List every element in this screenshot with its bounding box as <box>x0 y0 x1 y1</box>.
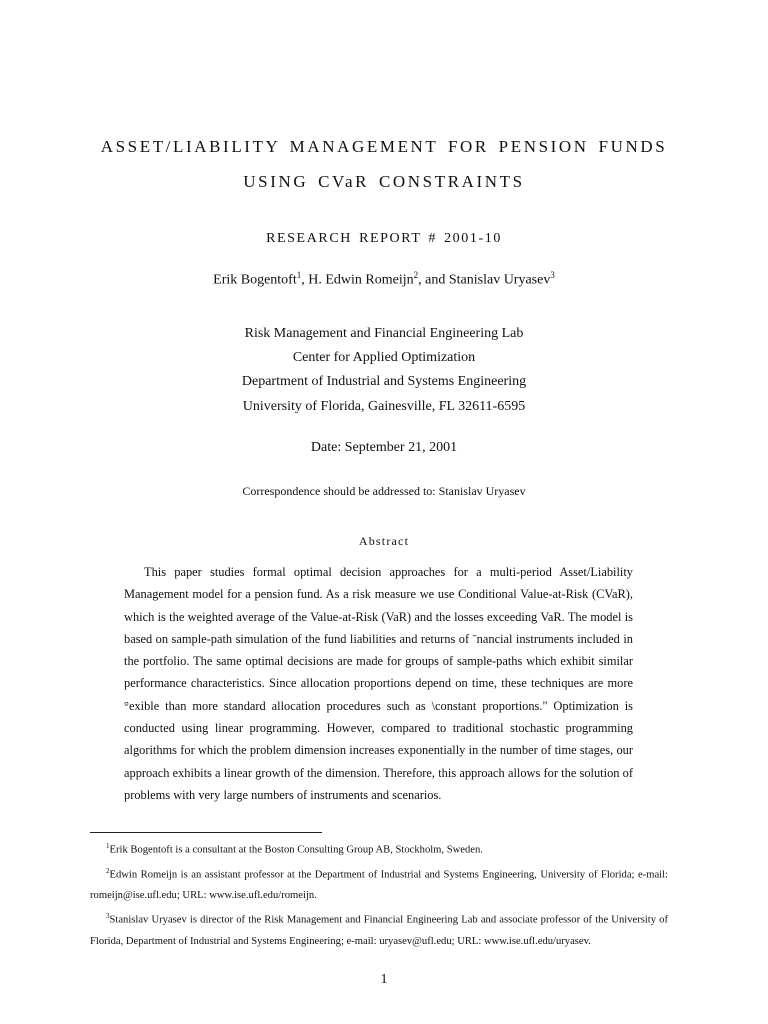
report-number: RESEARCH REPORT # 2001-10 <box>266 231 502 246</box>
author-separator: , and <box>418 272 449 288</box>
page-number: 1 <box>380 972 388 987</box>
correspondence-note: Correspondence should be addressed to: Stanislav Uryasev <box>242 484 526 498</box>
footnote-mark: 2 <box>413 270 419 280</box>
footnotes <box>90 836 668 952</box>
author-name: Erik Bogentoft <box>213 272 297 288</box>
author-name: Stanislav Uryasev <box>448 272 551 288</box>
author-separator: , <box>301 272 309 288</box>
footnote-mark: 1 <box>296 270 302 280</box>
footnote <box>90 861 668 907</box>
footnote-text: Edwin Romeijn is an assistant professor at the Department of Industrial and Systems Engineering, University of Florida; e-mail: romeijn@ise.ufl.edu; URL: www.ise.ufl.edu/romeijn. <box>90 869 668 902</box>
footnote-divider <box>90 832 322 833</box>
affiliation-line: University of Florida, Gainesville, FL 32611-6595 <box>242 399 526 414</box>
footnote-mark: 3 <box>550 270 555 280</box>
affiliation-line: Risk Management and Financial Engineering Lab <box>244 326 524 341</box>
footnote-mark: 1 <box>106 842 110 850</box>
footnote-text: Stanislav Uryasev is director of the Risk Management and Financial Engineering Lab and associate professor of the University of Florida, Department of Industrial and Systems Engineering; e-mail: uryasev@ufl.edu; URL: www.ise.ufl.edu/uryasev. <box>90 914 668 947</box>
abstract-body: This paper studies formal optimal decision approaches for a multi-period Asset/Liability Management model for a pension fund. As a risk measure we use Conditional Value-at-Risk (CVaR), which is the weighted average of the Value-at-Risk (VaR) and the losses exceeding VaR. The model is based on sample-path simulation of the fund liabilities and returns of ˉnancial instruments included in the portfolio. The same optimal decisions are made for groups of sample-paths which exhibit similar performance characteristics. Since allocation proportions depend on time, these techniques are more °exible than more standard allocation procedures such as \constant proportions." Optimization is conducted using linear programming. However, compared to traditional stochastic programming algorithms for which the problem dimension increases exponentially in the number of time stages, our approach exhibits a linear growth of the dimension. Therefore, this approach allows for the solution of problems with very large numbers of instruments and scenarios. <box>124 565 633 802</box>
affiliation-line: Department of Industrial and Systems Engineering <box>241 374 527 389</box>
footnote <box>90 906 668 952</box>
affiliation-line: Center for Applied Optimization <box>292 350 476 365</box>
footnote-mark: 2 <box>106 866 110 875</box>
report-date: Date: September 21, 2001 <box>310 440 458 455</box>
footnote <box>90 836 668 861</box>
author-name: H. Edwin Romeijn <box>308 272 414 288</box>
footnote-text: Erik Bogentoft is a consultant at the Boston Consulting Group AB, Stockholm, Sweden. <box>109 844 483 856</box>
paper-title-line-2: USING CVaR CONSTRAINTS <box>243 172 525 191</box>
abstract-heading: Abstract <box>358 534 410 548</box>
author-list <box>0 270 768 289</box>
paper-title-line-1: ASSET/LIABILITY MANAGEMENT FOR PENSION FUNDS <box>100 137 668 156</box>
footnote-mark: 3 <box>106 912 110 921</box>
